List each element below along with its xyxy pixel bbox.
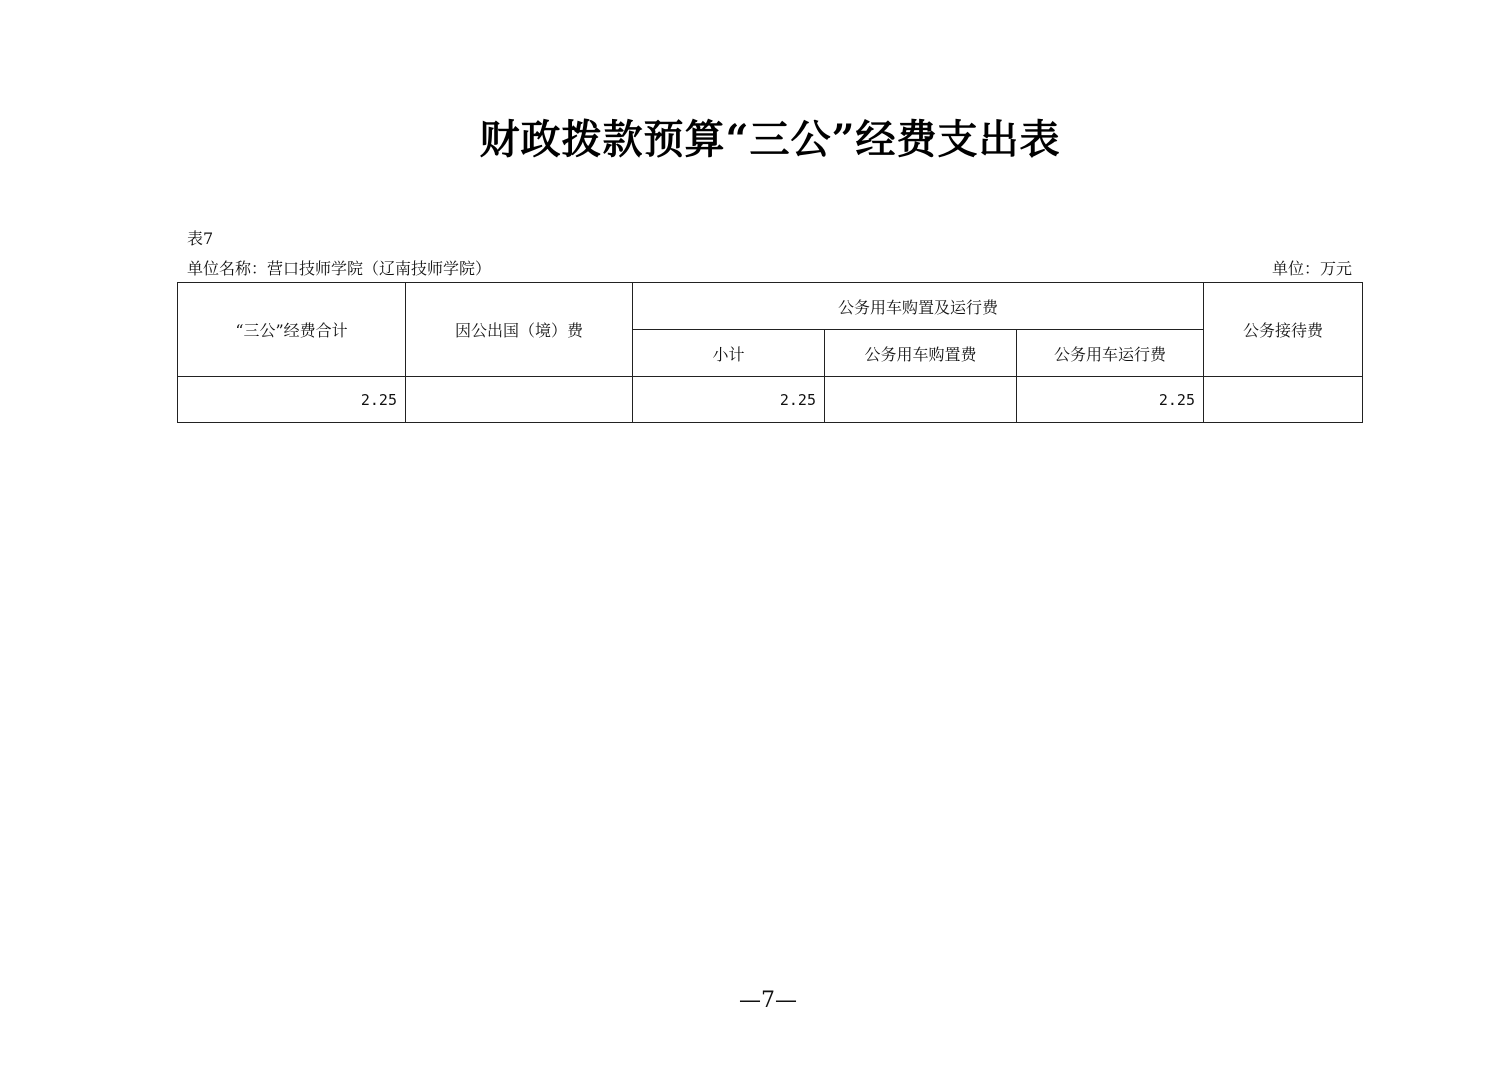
header-reception: 公务接待费 bbox=[1204, 283, 1363, 377]
table-header-row bbox=[178, 283, 1363, 330]
header-vehicle-group: 公务用车购置及运行费 bbox=[633, 283, 1204, 330]
currency-unit: 单位：万元 bbox=[1271, 259, 1352, 278]
cell-abroad bbox=[406, 377, 633, 423]
budget-table bbox=[177, 282, 1363, 423]
cell-reception bbox=[1204, 377, 1363, 423]
table-number: 表7 bbox=[187, 229, 214, 248]
cell-vehicle-operation: 2.25 bbox=[1017, 377, 1204, 423]
page-title: 财政拨款预算“三公”经费支出表 bbox=[479, 116, 1061, 163]
table-row bbox=[178, 377, 1363, 423]
header-abroad: 因公出国（境）费 bbox=[406, 283, 633, 377]
cell-vehicle-purchase bbox=[825, 377, 1017, 423]
header-subtotal: 小计 bbox=[633, 330, 825, 377]
unit-name: 单位名称：营口技师学院（辽南技师学院） bbox=[187, 259, 492, 278]
header-total: “三公”经费合计 bbox=[178, 283, 406, 377]
header-vehicle-operation: 公务用车运行费 bbox=[1017, 330, 1204, 377]
cell-subtotal: 2.25 bbox=[633, 377, 825, 423]
header-vehicle-purchase: 公务用车购置费 bbox=[825, 330, 1017, 377]
cell-total: 2.25 bbox=[178, 377, 406, 423]
page-number: —7— bbox=[739, 988, 797, 1013]
